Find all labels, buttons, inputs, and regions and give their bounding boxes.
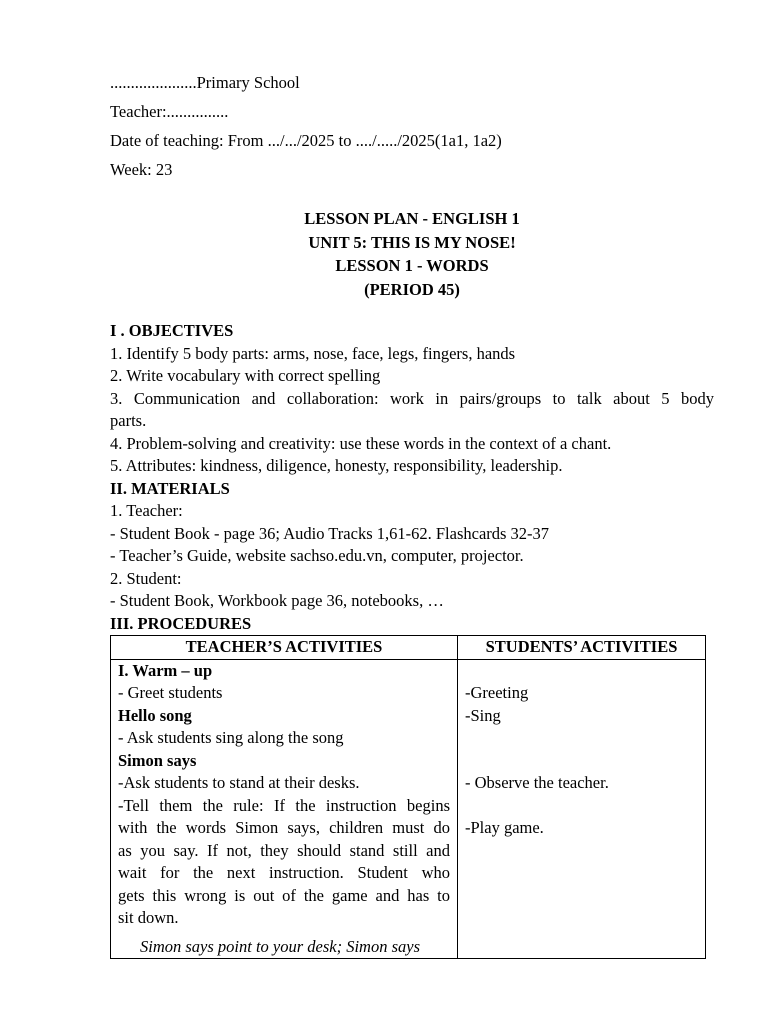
teacher-activities-header: TEACHER’S ACTIVITIES: [111, 636, 458, 660]
spacer: [465, 660, 698, 683]
materials-heading: II. MATERIALS: [110, 478, 230, 498]
title-lesson: LESSON 1 - WORDS: [335, 256, 489, 275]
simon-says-heading: Simon says: [118, 750, 197, 770]
material-item: - Student Book - page 36; Audio Tracks 1,61-62. Flashcards 32-37: [110, 523, 550, 543]
teacher-line: Teacher:...............: [110, 102, 229, 121]
rule-line: -Tell them the rule: If the instruction begins: [118, 795, 450, 815]
warmup-heading: I. Warm – up: [118, 660, 213, 680]
student-step: -Play game.: [465, 818, 544, 837]
hello-song-heading: Hello song: [118, 705, 192, 725]
student-step: -Greeting: [465, 683, 529, 702]
date-line: Date of teaching: From .../.../2025 to ..../...../2025(1a1, 1a2): [110, 131, 502, 150]
rule-line: gets this wrong is out of the game and has to: [118, 885, 450, 905]
title-period: (PERIOD 45): [364, 279, 460, 299]
simon-says-example: Simon says point to your desk; Simon says: [140, 936, 421, 956]
spacer: [465, 795, 698, 818]
material-item: - Student Book, Workbook page 36, notebooks, …: [110, 591, 444, 610]
material-item: - Teacher’s Guide, website sachso.edu.vn, computer, projector.: [110, 546, 524, 565]
title-unit: UNIT 5: THIS IS MY NOSE!: [308, 232, 516, 252]
material-item: 2. Student:: [110, 568, 182, 588]
student-step: - Observe the teacher.: [465, 773, 609, 792]
school-line: .....................Primary School: [110, 73, 300, 92]
rule-line: wait for the next instruction. Student who: [118, 863, 450, 882]
objective-item: 5. Attributes: kindness, diligence, honesty, responsibility, leadership.: [110, 456, 563, 475]
table-row: [111, 659, 706, 959]
student-step: -Sing: [465, 705, 501, 725]
objective-item: parts.: [110, 411, 147, 430]
objective-item: 3. Communication and collaboration: work in pairs/groups to talk about 5 body: [110, 388, 714, 408]
table-header-row: [111, 636, 706, 660]
procedures-heading: III. PROCEDURES: [110, 613, 252, 633]
spacer: [465, 727, 698, 750]
students-activities-cell: [458, 659, 706, 959]
week-line: Week: 23: [110, 160, 173, 179]
material-item: 1. Teacher:: [110, 501, 183, 520]
procedures-table: [110, 635, 706, 959]
spacer: [465, 750, 698, 773]
lesson-plan-page: [110, 68, 714, 959]
teacher-step: - Ask students sing along the song: [118, 728, 344, 747]
objective-item: 2. Write vocabulary with correct spelling: [110, 366, 381, 385]
lesson-title-block: [110, 207, 714, 301]
rule-line: as you say. If not, they should stand still and: [118, 840, 450, 860]
title-lesson-plan: LESSON PLAN - ENGLISH 1: [304, 209, 520, 228]
students-activities-header: STUDENTS’ ACTIVITIES: [458, 636, 706, 660]
teacher-step: - Greet students: [118, 683, 223, 702]
teacher-step: -Ask students to stand at their desks.: [118, 773, 360, 792]
objective-item: 1. Identify 5 body parts: arms, nose, face, legs, fingers, hands: [110, 343, 516, 363]
objectives-heading: I . OBJECTIVES: [110, 321, 234, 340]
rule-line: sit down.: [118, 908, 179, 927]
teacher-activities-cell: [111, 659, 458, 959]
rule-line: with the words Simon says, children must do: [118, 818, 450, 837]
objective-item: 4. Problem-solving and creativity: use these words in the context of a chant.: [110, 433, 612, 453]
